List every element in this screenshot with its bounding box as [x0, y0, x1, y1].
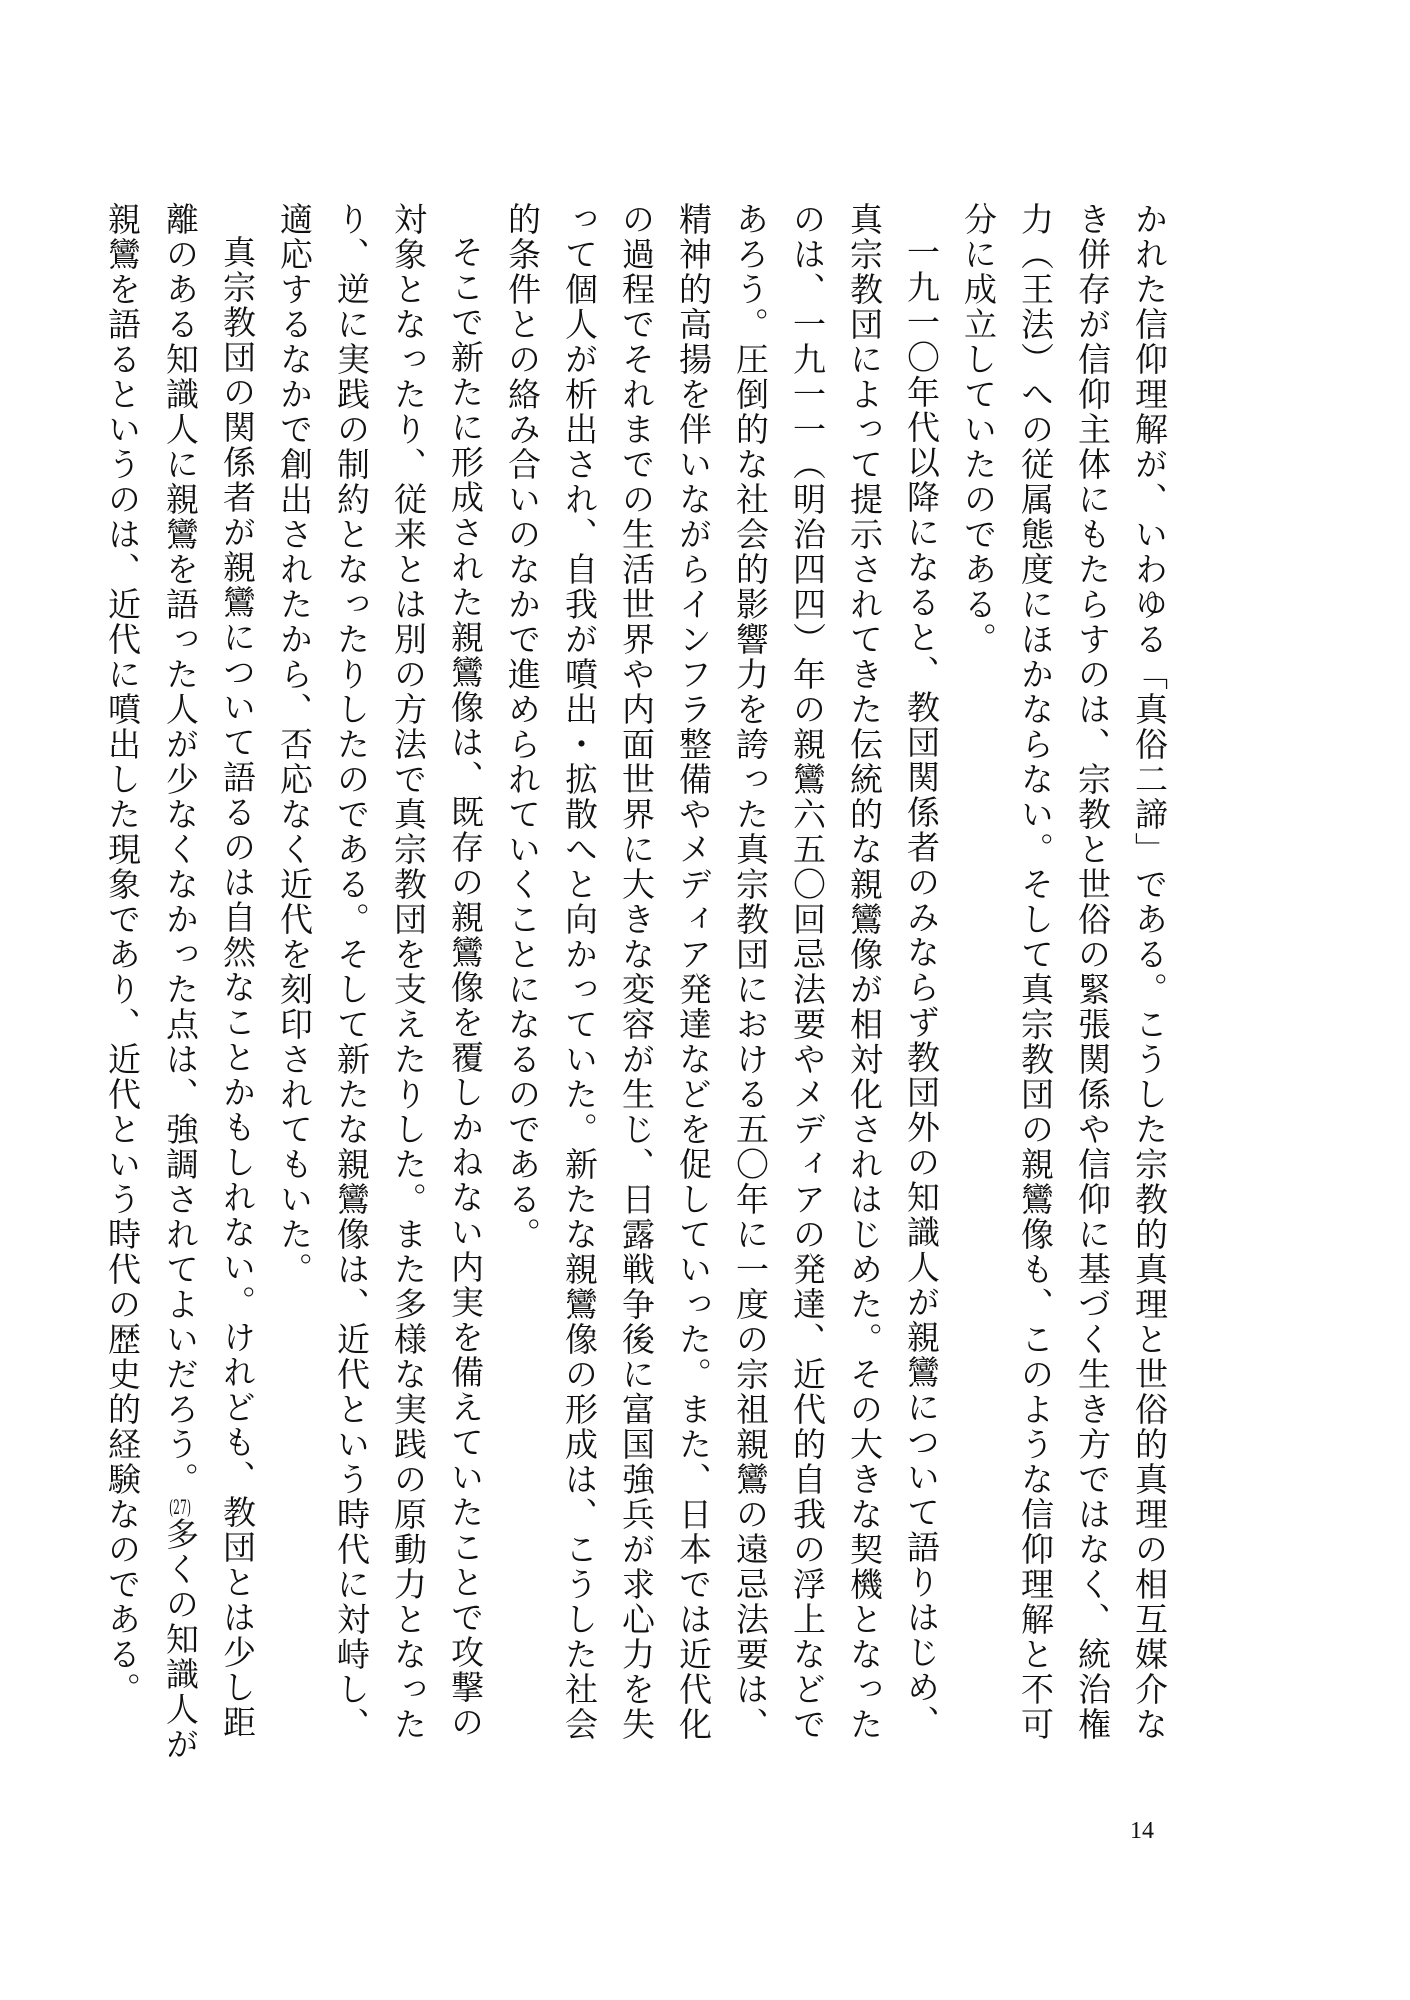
paragraph-1: かれた信仰理解が、いわゆる「真俗二諦」である。こうした宗教的真理と世俗的真理の相互媒介なき併存が信仰主体にもたらすのは、宗教と世俗の緊張関係や信仰に基づく生き方ではなく、統治権力（王法）への従属態度にほかならない。そして真宗教団の親鸞像も、このような信仰理解と不可分に成立していたのである。: [959, 202, 1169, 1742]
paragraph-4-text-before-note: 真宗教団の関係者が親鸞について語るのは自然なことかもしれない。けれども、教団とは少し距離のある知識人に親鸞を語った人が少なくなかった点は、強調されてよいだろう。: [161, 202, 257, 1740]
footnote-reference: (27): [169, 1497, 191, 1517]
page-number: 14: [1130, 1818, 1154, 1844]
paragraph-2: 一九一〇年代以降になると、教団関係者のみならず教団外の知識人が親鸞について語りはじめ、真宗教団によって提示されてきた伝統的な親鸞像が相対化されはじめた。その大きな契機となったのは、一九一一（明治四四）年の親鸞六五〇回忌法要やメディアの発達、近代的自我の浮上などであろう。圧倒的な社会的影響力を誇った真宗教団における五〇年に一度の宗祖親鸞の遠忌法要は、精神的高揚を伴いながらインフラ整備やメディア発達などを促していった。また、日本では近代化の過程でそれまでの生活世界や内面世界に大きな変容が生じ、日露戦争後に富国強兵が求心力を失って個人が析出され、自我が噴出・拡散へと向かっていた。新たな親鸞像の形成は、こうした社会的条件との絡み合いのなかで進められていくことになるのである。: [503, 202, 941, 1742]
body-text: [103, 202, 1178, 1770]
paragraph-3: そこで新たに形成された親鸞像は、既存の親鸞像を覆しかねない内実を備えていたことで攻撃の対象となったり、従来とは別の方法で真宗教団を支えたりした。また多様な実践の原動力となったり、逆に実践の制約となったりしたのである。そして新たな親鸞像は、近代という時代に対峙し、適応するなかで創出されたから、否応なく近代を刻印されてもいた。: [275, 202, 485, 1742]
paragraph-4-text-after-note: 多くの知識人が親鸞を語るというのは、近代に噴出した現象であり、近代という時代の歴史的経験なのである。: [103, 202, 200, 1762]
paragraph-4: [94, 202, 266, 1770]
